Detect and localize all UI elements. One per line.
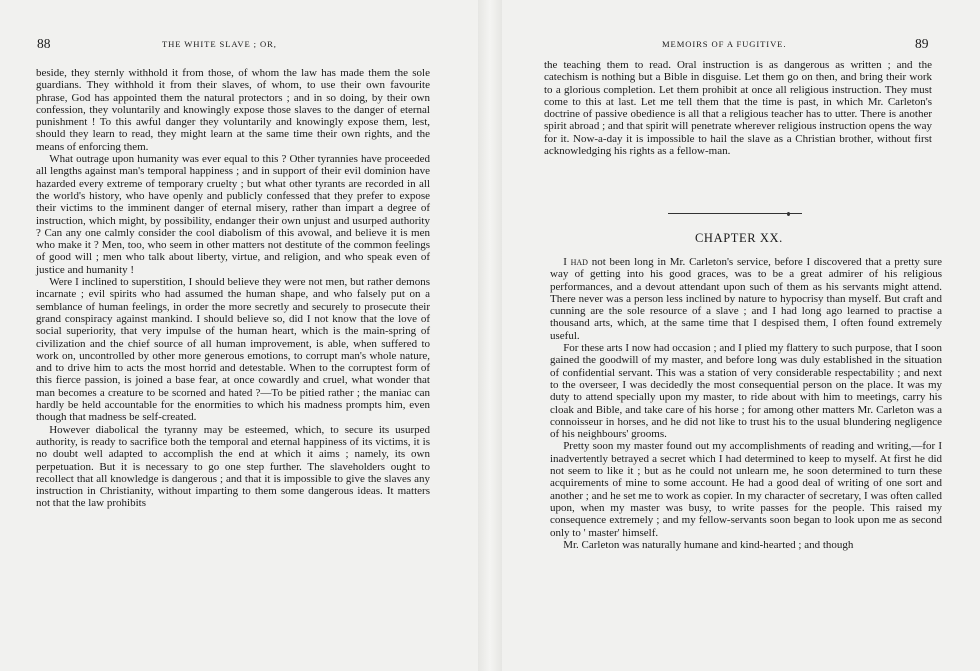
chapter-heading: CHAPTER XX. — [695, 231, 783, 245]
chapter-opening-words: I had — [563, 256, 588, 268]
right-paragraph-2: For these arts I now had occasion ; and I plied my flattery to such purpose, that I soon gained the goodwill of my master, and before long was duly established in the situation of confidential servant. This was a station of very considerable respectability ; and next to the overseer, I was decidedly the most consequential person on the place. It was my duty to attend specially upon my master, to ride about with him to meetings, carry his cloak and Bible, and take care of his horse ; for among other matters Mr. Carleton was a connoisseur in horses, and he did not like to trust his to the usual blundering negligence of his neighbours' grooms. — [550, 342, 942, 441]
right-header — [502, 34, 980, 54]
left-page — [0, 0, 478, 671]
left-paragraph-1: beside, they sternly withhold it from those, of whom the law has made them the sole guardians. They withhold it from their slaves, of whom, to use their own favourite phrase, God has appointed them the natural protectors ; and in so doing, by their own confession, they voluntarily and knowingly expose those slaves to the danger of eternal punishment ! To this awful danger they voluntarily and knowingly expose them, lest, should they learn to read, they might learn at the same time their own rights, and the means of enforcing them. — [36, 67, 430, 153]
right-paragraph-1 — [550, 256, 942, 342]
right-page-number: 89 — [915, 36, 929, 51]
book-gutter — [478, 0, 502, 671]
left-page-number: 88 — [37, 36, 51, 51]
left-paragraph-3: Were I inclined to superstition, I should believe they were not men, but rather demons incarnate ; evil spirits who had assumed the human shape, and who falsely put on a semblance of human feelings, in order the more secretly and securely to prosecute their grand conspiracy against mankind. I should believe so, did I not know that the love of social superiority, that very impulse of the human heart, which is the main-spring of civilization and the chief source of all human improvement, is able, when suffered to work on, uncontrolled by other more generous emotions, to corrupt man's whole nature, and to drive him to acts the most horrid and detestable. When to the corruptest form of this fierce passion, is joined a base fear, at once cowardly and cruel, what wonder that man becomes a creature to be scorned and hated ?—To be pitied rather ; the maniac can hardly be held accountable for the enormities to which his madness prompts him, even though that madness be self-created. — [36, 276, 430, 424]
right-paragraph-continued: the teaching them to read. Oral instruction is as dangerous as written ; and the catechism is nothing but a Bible in disguise. Let them go on then, and bring their work to a glorious completion. Let them prohibit at once all religious instruction. They must come to this at last. Let me tell them that the time is past, in which Mr. Carleton's doctrine of passive obedience is all that a religious teacher has to utter. There is another spirit abroad ; and that spirit will penetrate wherever religious instruction opens the way for it. Now-a-day it is impossible to hail the slave as a Christian brother, without first acknowledging his rights as a fellow-man. — [544, 59, 932, 158]
left-paragraph-2: What outrage upon humanity was ever equal to this ? Other tyrannies have proceeded all lengths against man's temporal happiness ; and in support of their evil dominion have hazarded every extreme of temporary cruelty ; but what other tyrants are recorded in all the world's history, who have openly and publicly confessed that they prefer to expose their victims to the imminent danger of eternal misery, rather than impart a degree of instruction, which might, by possibility, endanger their own unjust and usurped authority ? Can any one calmly consider the cool diabolism of this avowal, and believe it is men who make it ? Men, too, who seem in other matters not destitute of the common feelings of good will ; men who talk about liberty, virtue, and religion, and who speak even of justice and humanity ! — [36, 153, 430, 276]
right-chapter-body — [550, 256, 942, 551]
right-paragraph-4: Mr. Carleton was naturally humane and kind-hearted ; and though — [563, 538, 854, 551]
left-running-head: THE WHITE SLAVE ; OR, — [162, 39, 277, 49]
right-paragraph-3: Pretty soon my master found out my accomplishments of reading and writing,—for I inadvertently betrayed a secret which I had determined to keep to myself. At first he did not seem to like it ; but as he could not unlearn me, he soon determined to turn these acquirements of mine to some account. He had a good deal of writing of one sort and another ; and he set me to work as copier. In my character of secretary, I was often called upon, when my master was busy, to write passes for the people. This raised my consequence extremely ; and my fellow-servants soon began to look upon me as second only to ' master' himself. — [550, 440, 942, 539]
right-continuation — [544, 59, 932, 157]
right-paragraph-1-text: not been long in Mr. Carleton's service, before I discovered that a pretty sure way of getting into his good graces, was to be a great admirer of his religious performances, and a devout attendant upon such of them as his servants might attend. There never was a person less inclined by nature to hypocrisy than myself. But craft and cunning are the sole resource of a slave ; and I had long ago learned to practise a thousand arts, which, at the same time that I despised them, I often found extremely useful. — [550, 256, 942, 342]
left-header — [0, 34, 478, 54]
left-body — [36, 67, 430, 510]
divider-dot — [787, 212, 790, 216]
section-divider — [668, 213, 802, 214]
right-running-head: MEMOIRS OF A FUGITIVE. — [662, 39, 787, 49]
left-paragraph-4: However diabolical the tyranny may be esteemed, which, to secure its usurped authority, is ready to sacrifice both the temporal and eternal happiness of its victims, it is no doubt well adapted to accomplish the end at which it aims ; namely, its own perpetuation. But it is necessary to go one step further. The slaveholders ought to recollect that all knowledge is dangerous ; and that it is impossible to give the slaves any instruction in Christianity, without imparting to them some dangerous ideas. It matters not that the law prohibits — [36, 423, 430, 510]
